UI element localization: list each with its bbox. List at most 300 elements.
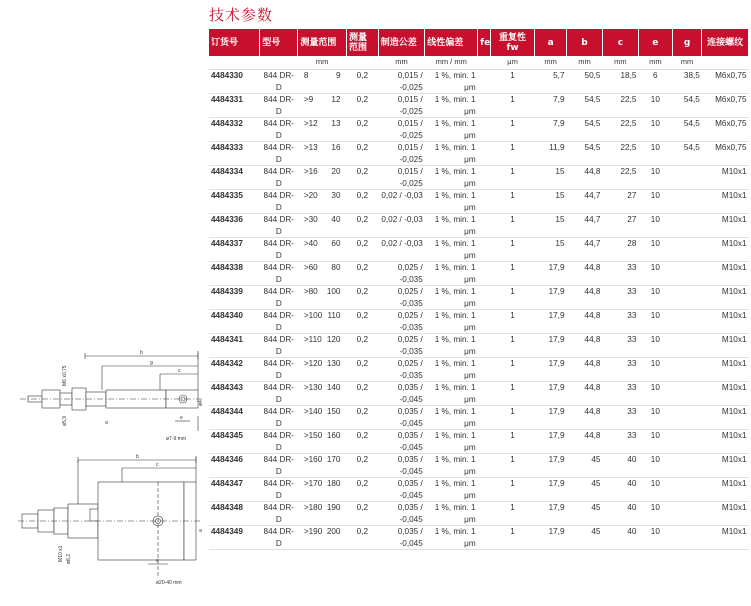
cell-repeatability: 1 — [490, 286, 534, 310]
cell-c: 33 — [602, 430, 638, 454]
cell-g — [672, 382, 702, 406]
cell-linearity: 1 %, min. 1 μm — [425, 190, 478, 214]
cell-repeatability: 1 — [490, 142, 534, 166]
cell-thread: M10x1 — [702, 214, 749, 238]
col-header-a: a — [535, 29, 567, 56]
cell-range2: 0,2 — [347, 286, 379, 310]
cell-c: 22,5 — [602, 142, 638, 166]
range-max: 110 — [327, 311, 341, 320]
table-row — [209, 142, 749, 166]
cell-g — [672, 406, 702, 430]
cell-linearity: 1 %, min. 1 μm — [425, 358, 478, 382]
cell-e: 10 — [638, 526, 672, 550]
cell-b: 45 — [567, 502, 603, 526]
units-row — [209, 56, 749, 70]
cell-range — [298, 454, 347, 478]
cell-linearity: 1 %, min. 1 μm — [425, 526, 478, 550]
cell-g — [672, 358, 702, 382]
range-max: 12 — [331, 95, 341, 104]
cell-order-number: 4484338 — [209, 262, 260, 286]
cell-range — [298, 286, 347, 310]
cell-a: 15 — [535, 190, 567, 214]
cell-c: 22,5 — [602, 166, 638, 190]
cell-linearity: 1 %, min. 1 μm — [425, 454, 478, 478]
cell-tolerance: 0,025 / -0,035 — [378, 310, 425, 334]
cell-repeatability: 1 — [490, 214, 534, 238]
cell-tolerance: 0,035 / -0,045 — [378, 382, 425, 406]
cell-b: 54,5 — [567, 94, 603, 118]
table-row — [209, 70, 749, 94]
cell-tolerance: 0,015 / -0,025 — [378, 118, 425, 142]
cell-order-number: 4484345 — [209, 430, 260, 454]
cell-b: 44,8 — [567, 334, 603, 358]
cell-order-number: 4484341 — [209, 334, 260, 358]
unit-model — [260, 56, 298, 70]
cell-linearity: 1 %, min. 1 μm — [425, 334, 478, 358]
cell-c: 33 — [602, 310, 638, 334]
cell-range2: 0,2 — [347, 166, 379, 190]
range-max: 80 — [331, 263, 341, 272]
range-min: >180 — [303, 503, 323, 512]
table-row — [209, 166, 749, 190]
cell-thread: M10x1 — [702, 382, 749, 406]
cell-b: 44,8 — [567, 430, 603, 454]
thread-label-lg: M10 x1 — [58, 545, 64, 562]
cell-thread: M6x0,75 — [702, 142, 749, 166]
cell-tolerance: 0,035 / -0,045 — [378, 454, 425, 478]
cell-model: 844 DR-D — [260, 334, 298, 358]
cell-tolerance: 0,025 / -0,035 — [378, 358, 425, 382]
cell-g — [672, 166, 702, 190]
cell-g: 38,5 — [672, 70, 702, 94]
dim-e-label: e — [180, 415, 183, 421]
cell-linearity: 1 %, min. 1 μm — [425, 310, 478, 334]
cell-range — [298, 118, 347, 142]
cell-a: 17,9 — [535, 262, 567, 286]
cell-model: 844 DR-D — [260, 142, 298, 166]
range-max: 180 — [326, 479, 341, 488]
cell-thread: M10x1 — [702, 430, 749, 454]
cell-range2: 0,2 — [347, 454, 379, 478]
cell-e: 10 — [638, 406, 672, 430]
cell-repeatability: 1 — [490, 94, 534, 118]
cell-g: 54,5 — [672, 142, 702, 166]
cell-model: 844 DR-D — [260, 262, 298, 286]
cell-linearity: 1 %, min. 1 μm — [425, 430, 478, 454]
cell-range — [298, 214, 347, 238]
cell-tolerance: 0,015 / -0,025 — [378, 70, 425, 94]
unit-range2 — [347, 56, 379, 70]
cell-range — [298, 382, 347, 406]
cell-fe — [478, 142, 491, 166]
cell-e: 10 — [638, 94, 672, 118]
cell-e: 10 — [638, 478, 672, 502]
table-row — [209, 118, 749, 142]
cell-fe — [478, 214, 491, 238]
cell-g — [672, 190, 702, 214]
cell-repeatability: 1 — [490, 334, 534, 358]
spec-table — [209, 29, 749, 550]
col-header-range2: 测量范围 — [347, 29, 379, 56]
cell-e: 10 — [638, 334, 672, 358]
cell-c: 22,5 — [602, 118, 638, 142]
dim-c-label-lg: c — [156, 462, 159, 468]
range-max: 130 — [326, 359, 341, 368]
range-max: 200 — [326, 527, 341, 536]
table-row — [209, 454, 749, 478]
cell-range2: 0,2 — [347, 70, 379, 94]
cell-e: 10 — [638, 286, 672, 310]
cell-linearity: 1 %, min. 1 μm — [425, 118, 478, 142]
cell-order-number: 4484347 — [209, 478, 260, 502]
dim-b-label: b — [140, 350, 143, 356]
cell-a: 17,9 — [535, 382, 567, 406]
cell-fe — [478, 430, 491, 454]
cell-tolerance: 0,025 / -0,035 — [378, 286, 425, 310]
dim-e-label-lg: e — [156, 558, 159, 564]
cell-order-number: 4484334 — [209, 166, 260, 190]
cell-c: 28 — [602, 238, 638, 262]
cell-tolerance: 0,025 / -0,035 — [378, 262, 425, 286]
cell-fe — [478, 166, 491, 190]
cell-order-number: 4484349 — [209, 526, 260, 550]
col-header-b: b — [567, 29, 603, 56]
unit-c: mm — [602, 56, 638, 70]
cell-g — [672, 334, 702, 358]
unit-b: mm — [567, 56, 603, 70]
cell-fe — [478, 454, 491, 478]
cell-a: 7,9 — [535, 118, 567, 142]
cell-repeatability: 1 — [490, 430, 534, 454]
cell-model: 844 DR-D — [260, 286, 298, 310]
cell-thread: M6x0,75 — [702, 70, 749, 94]
cell-model: 844 DR-D — [260, 382, 298, 406]
cell-tolerance: 0,035 / -0,045 — [378, 406, 425, 430]
range-min: >80 — [303, 287, 318, 296]
cell-order-number: 4484333 — [209, 142, 260, 166]
cell-g — [672, 214, 702, 238]
range-min: >190 — [303, 527, 323, 536]
table-row — [209, 94, 749, 118]
cell-c: 40 — [602, 454, 638, 478]
cell-range2: 0,2 — [347, 358, 379, 382]
cell-model: 844 DR-D — [260, 190, 298, 214]
cell-fe — [478, 478, 491, 502]
cell-g — [672, 526, 702, 550]
cell-tolerance: 0,025 / -0,035 — [378, 334, 425, 358]
table-row — [209, 238, 749, 262]
cell-model: 844 DR-D — [260, 118, 298, 142]
cell-tolerance: 0,015 / -0,025 — [378, 94, 425, 118]
cell-g — [672, 310, 702, 334]
cell-range — [298, 526, 347, 550]
cell-c: 18,5 — [602, 70, 638, 94]
cell-order-number: 4484335 — [209, 190, 260, 214]
cell-g — [672, 430, 702, 454]
cell-range2: 0,2 — [347, 262, 379, 286]
cell-tolerance: 0,035 / -0,045 — [378, 526, 425, 550]
cell-e: 10 — [638, 238, 672, 262]
range-max: 170 — [326, 455, 341, 464]
cell-order-number: 4484344 — [209, 406, 260, 430]
cell-order-number: 4484330 — [209, 70, 260, 94]
cell-range — [298, 502, 347, 526]
cell-b: 44,7 — [567, 214, 603, 238]
cell-b: 44,8 — [567, 286, 603, 310]
cell-c: 40 — [602, 526, 638, 550]
cell-tolerance: 0,02 / -0,03 — [378, 190, 425, 214]
cell-tolerance: 0,02 / -0,03 — [378, 214, 425, 238]
cell-thread: M10x1 — [702, 190, 749, 214]
cell-c: 33 — [602, 262, 638, 286]
unit-repeatability: μm — [490, 56, 534, 70]
col-header-thread: 连接螺纹 — [702, 29, 749, 56]
cell-repeatability: 1 — [490, 190, 534, 214]
range-max: 30 — [331, 191, 341, 200]
cell-range2: 0,2 — [347, 142, 379, 166]
dim-g-label: g — [150, 360, 153, 366]
cell-linearity: 1 %, min. 1 μm — [425, 142, 478, 166]
cell-g — [672, 478, 702, 502]
cell-fe — [478, 238, 491, 262]
cell-a: 7,9 — [535, 94, 567, 118]
cell-thread: M10x1 — [702, 238, 749, 262]
cell-e: 10 — [638, 190, 672, 214]
col-header-model: 型号 — [260, 29, 298, 56]
cell-repeatability: 1 — [490, 502, 534, 526]
cell-model: 844 DR-D — [260, 94, 298, 118]
unit-linearity: mm / mm — [425, 56, 478, 70]
cell-range2: 0,2 — [347, 502, 379, 526]
table-row — [209, 502, 749, 526]
cell-order-number: 4484343 — [209, 382, 260, 406]
cell-repeatability: 1 — [490, 478, 534, 502]
cell-a: 17,9 — [535, 286, 567, 310]
cell-repeatability: 1 — [490, 238, 534, 262]
cell-repeatability: 1 — [490, 454, 534, 478]
cell-fe — [478, 526, 491, 550]
range-min: >130 — [303, 383, 323, 392]
cell-a: 11,9 — [535, 142, 567, 166]
cell-order-number: 4484331 — [209, 94, 260, 118]
cell-b: 50,5 — [567, 70, 603, 94]
cell-repeatability: 1 — [490, 406, 534, 430]
table-body — [209, 70, 749, 550]
unit-fe — [478, 56, 491, 70]
cell-b: 45 — [567, 478, 603, 502]
cell-thread: M10x1 — [702, 406, 749, 430]
col-header-repeatability: 重复性 fw — [490, 29, 534, 56]
range-min: >150 — [303, 431, 323, 440]
cell-thread: M10x1 — [702, 262, 749, 286]
cell-b: 45 — [567, 526, 603, 550]
cell-g — [672, 502, 702, 526]
range-max: 9 — [335, 71, 341, 80]
cell-range — [298, 358, 347, 382]
cell-model: 844 DR-D — [260, 454, 298, 478]
cell-model: 844 DR-D — [260, 478, 298, 502]
unit-a: mm — [535, 56, 567, 70]
phi-label: ø4 — [198, 400, 204, 406]
range-max: 160 — [326, 431, 341, 440]
cell-tolerance: 0,035 / -0,045 — [378, 478, 425, 502]
dim-c-label: c — [178, 368, 181, 374]
cell-e: 6 — [638, 70, 672, 94]
range-max: 60 — [331, 239, 341, 248]
cell-a: 5,7 — [535, 70, 567, 94]
cell-order-number: 4484346 — [209, 454, 260, 478]
cell-g — [672, 286, 702, 310]
range-min: >100 — [303, 311, 323, 320]
cell-e: 10 — [638, 214, 672, 238]
size-range-label: ø7-9 mm — [166, 436, 186, 442]
range-max: 120 — [326, 335, 341, 344]
cell-linearity: 1 %, min. 1 μm — [425, 238, 478, 262]
cell-model: 844 DR-D — [260, 310, 298, 334]
cell-c: 33 — [602, 358, 638, 382]
range-min: >60 — [303, 263, 318, 272]
cell-a: 17,9 — [535, 502, 567, 526]
range-max: 100 — [326, 287, 341, 296]
table-row — [209, 214, 749, 238]
cell-tolerance: 0,035 / -0,045 — [378, 502, 425, 526]
cell-b: 54,5 — [567, 142, 603, 166]
range-max: 190 — [326, 503, 341, 512]
cell-e: 10 — [638, 502, 672, 526]
cell-b: 44,8 — [567, 358, 603, 382]
table-row — [209, 478, 749, 502]
table-row — [209, 262, 749, 286]
cell-linearity: 1 %, min. 1 μm — [425, 382, 478, 406]
cell-fe — [478, 406, 491, 430]
range-min: >140 — [303, 407, 323, 416]
cell-e: 10 — [638, 454, 672, 478]
cell-c: 40 — [602, 502, 638, 526]
cell-b: 44,7 — [567, 238, 603, 262]
cell-e: 10 — [638, 358, 672, 382]
cell-range2: 0,2 — [347, 94, 379, 118]
cell-thread: M10x1 — [702, 526, 749, 550]
cell-model: 844 DR-D — [260, 526, 298, 550]
table-row — [209, 406, 749, 430]
cell-linearity: 1 %, min. 1 μm — [425, 406, 478, 430]
range-max: 13 — [331, 119, 341, 128]
cell-a: 17,9 — [535, 310, 567, 334]
cell-range2: 0,2 — [347, 238, 379, 262]
cell-range2: 0,2 — [347, 190, 379, 214]
cell-order-number: 4484342 — [209, 358, 260, 382]
cell-repeatability: 1 — [490, 358, 534, 382]
cell-e: 10 — [638, 142, 672, 166]
cell-fe — [478, 190, 491, 214]
thread-label: M6 x0,75 — [62, 365, 68, 386]
cell-range — [298, 166, 347, 190]
cell-thread: M10x1 — [702, 310, 749, 334]
cell-order-number: 4484340 — [209, 310, 260, 334]
cell-range — [298, 70, 347, 94]
cell-tolerance: 0,02 / -0,03 — [378, 238, 425, 262]
cell-fe — [478, 286, 491, 310]
cell-range — [298, 406, 347, 430]
range-min: >40 — [303, 239, 318, 248]
cell-model: 844 DR-D — [260, 238, 298, 262]
cell-a: 17,9 — [535, 406, 567, 430]
cell-range2: 0,2 — [347, 118, 379, 142]
cell-linearity: 1 %, min. 1 μm — [425, 286, 478, 310]
cell-g — [672, 238, 702, 262]
cell-repeatability: 1 — [490, 310, 534, 334]
unit-range: mm — [298, 56, 347, 70]
cell-fe — [478, 310, 491, 334]
cell-g: 54,5 — [672, 94, 702, 118]
cell-g — [672, 262, 702, 286]
diameter-label: ø5,9 — [62, 415, 68, 426]
cell-a: 17,9 — [535, 454, 567, 478]
col-header-range: 测量范围 — [298, 29, 347, 56]
header-row — [209, 29, 749, 56]
cell-range — [298, 478, 347, 502]
cell-range — [298, 94, 347, 118]
range-min: >170 — [303, 479, 323, 488]
cell-model: 844 DR-D — [260, 430, 298, 454]
cell-g — [672, 454, 702, 478]
cell-a: 17,9 — [535, 526, 567, 550]
cell-c: 33 — [602, 334, 638, 358]
unit-tolerance: mm — [378, 56, 425, 70]
cell-fe — [478, 358, 491, 382]
cell-c: 33 — [602, 406, 638, 430]
col-header-tolerance: 制造公差 — [378, 29, 425, 56]
cell-linearity: 1 %, min. 1 μm — [425, 166, 478, 190]
cell-e: 10 — [638, 118, 672, 142]
range-min: >16 — [303, 167, 318, 176]
table-row — [209, 430, 749, 454]
cell-range — [298, 262, 347, 286]
cell-repeatability: 1 — [490, 526, 534, 550]
cell-repeatability: 1 — [490, 166, 534, 190]
cell-order-number: 4484339 — [209, 286, 260, 310]
table-row — [209, 286, 749, 310]
cell-b: 44,8 — [567, 406, 603, 430]
range-max: 20 — [331, 167, 341, 176]
cell-model: 844 DR-D — [260, 358, 298, 382]
cell-tolerance: 0,035 / -0,045 — [378, 430, 425, 454]
col-header-order: 订货号 — [209, 29, 260, 56]
cell-range2: 0,2 — [347, 310, 379, 334]
unit-e: mm — [638, 56, 672, 70]
dim-a-label-lg: a — [198, 529, 204, 532]
cell-a: 17,9 — [535, 478, 567, 502]
cell-range2: 0,2 — [347, 382, 379, 406]
range-max: 16 — [331, 143, 341, 152]
range-max: 150 — [326, 407, 341, 416]
col-header-fe: fe — [478, 29, 491, 56]
cell-a: 15 — [535, 166, 567, 190]
cell-thread: M6x0,75 — [702, 94, 749, 118]
cell-range — [298, 190, 347, 214]
range-min: >12 — [303, 119, 318, 128]
unit-thread — [702, 56, 749, 70]
cell-range2: 0,2 — [347, 478, 379, 502]
gauge-diagram-small — [20, 346, 205, 446]
cell-model: 844 DR-D — [260, 406, 298, 430]
cell-order-number: 4484348 — [209, 502, 260, 526]
cell-c: 40 — [602, 478, 638, 502]
cell-c: 27 — [602, 214, 638, 238]
cell-model: 844 DR-D — [260, 166, 298, 190]
cell-thread: M10x1 — [702, 502, 749, 526]
cell-thread: M10x1 — [702, 454, 749, 478]
